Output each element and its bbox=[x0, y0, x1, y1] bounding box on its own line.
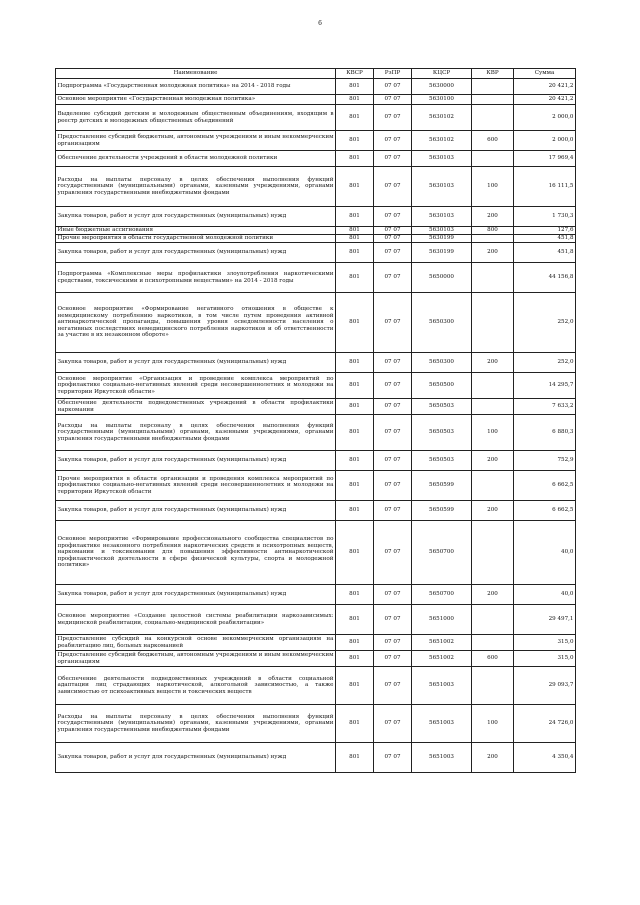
cell-kvsr: 801 bbox=[336, 235, 374, 243]
cell-sum: 6 662,5 bbox=[514, 501, 576, 521]
cell-sum: 17 969,4 bbox=[514, 151, 576, 167]
table-header-row bbox=[56, 69, 576, 79]
cell-sum: 24 726,0 bbox=[514, 705, 576, 743]
cell-kcsr: 5630103 bbox=[412, 167, 472, 207]
cell-kvsr: 801 bbox=[336, 167, 374, 207]
cell-sum: 315,0 bbox=[514, 635, 576, 651]
column-header-kvr: КВР bbox=[472, 69, 514, 79]
cell-kvr: 100 bbox=[472, 415, 514, 451]
cell-kcsr: 5630103 bbox=[412, 151, 472, 167]
cell-sum: 451,8 bbox=[514, 235, 576, 243]
cell-kcsr: 5650300 bbox=[412, 293, 472, 353]
cell-name: Расходы на выплаты персоналу в целях обеспечения выполнения функций государственными (муниципальными) органами, казенными учреждениями, органами управления государственными внебюджетными фондами bbox=[56, 415, 336, 451]
table-row bbox=[56, 207, 576, 227]
cell-kcsr: 5651003 bbox=[412, 667, 472, 705]
cell-kcsr: 5651003 bbox=[412, 743, 472, 773]
cell-rzpr: 07 07 bbox=[374, 471, 412, 501]
cell-sum: 40,0 bbox=[514, 585, 576, 605]
cell-name: Закупка товаров, работ и услуг для государственных (муниципальных) нужд bbox=[56, 501, 336, 521]
cell-name: Основное мероприятие «Формирование профессионального сообщества специалистов по профилактике незаконного потребления наркотических средств и психотропных веществ, наркомании и токсикомании для повышения эффективности антинаркотической профилактической деятельности в сфере физической культуры, спорта и молодежной политики» bbox=[56, 521, 336, 585]
cell-sum: 752,9 bbox=[514, 451, 576, 471]
cell-kcsr: 5650599 bbox=[412, 471, 472, 501]
cell-sum: 1 730,3 bbox=[514, 207, 576, 227]
cell-kvr: 200 bbox=[472, 243, 514, 263]
table-row bbox=[56, 667, 576, 705]
table-row bbox=[56, 263, 576, 293]
cell-kvsr: 801 bbox=[336, 95, 374, 105]
cell-sum: 29 093,7 bbox=[514, 667, 576, 705]
cell-name: Расходы на выплаты персоналу в целях обеспечения выполнения функций государственными (муниципальными) органами, казенными учреждениями, органами управления государственными внебюджетными фондами bbox=[56, 167, 336, 207]
cell-kvr bbox=[472, 521, 514, 585]
cell-sum: 4 350,4 bbox=[514, 743, 576, 773]
cell-kcsr: 5650500 bbox=[412, 373, 472, 399]
cell-sum: 2 000,0 bbox=[514, 131, 576, 151]
cell-kcsr: 5650300 bbox=[412, 353, 472, 373]
table-row bbox=[56, 471, 576, 501]
cell-name: Прочие мероприятия в области организации и проведения комплекса мероприятий по профилактике социально-негативных явлений среди несовершеннолетних и молодежи на территории Иркутской области bbox=[56, 471, 336, 501]
cell-kcsr: 5650503 bbox=[412, 415, 472, 451]
cell-kvr: 100 bbox=[472, 167, 514, 207]
table-row bbox=[56, 167, 576, 207]
cell-kvr: 200 bbox=[472, 585, 514, 605]
cell-name: Закупка товаров, работ и услуг для государственных (муниципальных) нужд bbox=[56, 743, 336, 773]
cell-kvr: 800 bbox=[472, 227, 514, 235]
cell-kvr bbox=[472, 79, 514, 95]
cell-name: Подпрограмма «Комплексные меры профилактики злоупотребления наркотическими средствами, токсическими и психотропными веществами» на 2014 - 2018 годы bbox=[56, 263, 336, 293]
cell-kcsr: 5630103 bbox=[412, 227, 472, 235]
cell-rzpr: 07 07 bbox=[374, 605, 412, 635]
cell-kvr: 200 bbox=[472, 501, 514, 521]
cell-kcsr: 5650700 bbox=[412, 585, 472, 605]
cell-kvsr: 801 bbox=[336, 501, 374, 521]
cell-kcsr: 5630199 bbox=[412, 235, 472, 243]
cell-name: Основное мероприятие «Создание целостной системы реабилитации наркозависимых: медицинской реабилитации, социально-медицинской реабилитации» bbox=[56, 605, 336, 635]
cell-sum: 16 111,5 bbox=[514, 167, 576, 207]
table-row bbox=[56, 635, 576, 651]
cell-kvr: 200 bbox=[472, 451, 514, 471]
cell-kvsr: 801 bbox=[336, 651, 374, 667]
cell-kvr bbox=[472, 263, 514, 293]
cell-kvsr: 801 bbox=[336, 635, 374, 651]
cell-name: Предоставление субсидий бюджетным, автономным учреждениям и иным некоммерческим организациям bbox=[57, 651, 334, 665]
table-row bbox=[56, 243, 576, 263]
table-row bbox=[56, 373, 576, 399]
table-row bbox=[56, 293, 576, 353]
cell-rzpr: 07 07 bbox=[374, 151, 412, 167]
cell-kvsr: 801 bbox=[336, 521, 374, 585]
cell-rzpr: 07 07 bbox=[374, 293, 412, 353]
cell-kvsr: 801 bbox=[336, 605, 374, 635]
cell-sum: 44 156,8 bbox=[514, 263, 576, 293]
cell-kvsr: 801 bbox=[336, 207, 374, 227]
cell-kvr bbox=[472, 471, 514, 501]
column-header-name: Наименование bbox=[56, 69, 336, 79]
cell-kvr bbox=[472, 667, 514, 705]
cell-kvsr: 801 bbox=[336, 263, 374, 293]
table-row bbox=[56, 353, 576, 373]
cell-kcsr: 5651003 bbox=[412, 705, 472, 743]
table-row bbox=[56, 743, 576, 773]
cell-rzpr: 07 07 bbox=[374, 651, 412, 667]
cell-kvsr: 801 bbox=[336, 451, 374, 471]
table-row bbox=[56, 131, 576, 151]
cell-rzpr: 07 07 bbox=[374, 373, 412, 399]
cell-kvr: 100 bbox=[472, 705, 514, 743]
cell-rzpr: 07 07 bbox=[374, 743, 412, 773]
cell-kvr bbox=[472, 151, 514, 167]
table-row bbox=[56, 605, 576, 635]
cell-sum: 252,0 bbox=[514, 353, 576, 373]
cell-kvsr: 801 bbox=[336, 293, 374, 353]
cell-rzpr: 07 07 bbox=[374, 207, 412, 227]
budget-table bbox=[55, 68, 576, 773]
cell-name: Закупка товаров, работ и услуг для государственных (муниципальных) нужд bbox=[56, 243, 336, 263]
cell-sum: 20 421,2 bbox=[514, 95, 576, 105]
table-row bbox=[56, 585, 576, 605]
cell-kcsr: 5651002 bbox=[412, 651, 472, 667]
cell-kvsr: 801 bbox=[336, 353, 374, 373]
cell-rzpr: 07 07 bbox=[374, 667, 412, 705]
cell-sum: 29 497,1 bbox=[514, 605, 576, 635]
cell-kvsr: 801 bbox=[336, 585, 374, 605]
cell-sum: 6 662,5 bbox=[514, 471, 576, 501]
cell-rzpr: 07 07 bbox=[374, 95, 412, 105]
cell-kvr: 200 bbox=[472, 207, 514, 227]
cell-kcsr: 5630100 bbox=[412, 95, 472, 105]
cell-name: Выделение субсидий детским и молодежным общественным объединениям, входящим в реестр детских и молодежных общественных объединений bbox=[56, 105, 336, 131]
cell-sum: 315,0 bbox=[514, 651, 576, 667]
table-row bbox=[56, 415, 576, 451]
cell-name: Обеспечение деятельности учреждений в области молодежной политики bbox=[56, 151, 336, 167]
cell-kvsr: 801 bbox=[336, 667, 374, 705]
cell-sum: 7 633,2 bbox=[514, 399, 576, 415]
cell-kcsr: 5630199 bbox=[412, 243, 472, 263]
cell-kvsr: 801 bbox=[336, 471, 374, 501]
cell-kvr bbox=[472, 605, 514, 635]
cell-name: Основное мероприятие «Формирование негативного отношения в обществе к немедицинскому потреблению наркотиков, в том числе путем проведения активной антинаркотической пропаганды, повышения уровня осведомленности населения о негативных последствиях немедицинского потребления наркотиков и об ответственности за участие в их незаконном обороте» bbox=[56, 293, 336, 353]
column-header-kcsr: КЦСР bbox=[412, 69, 472, 79]
cell-kvr bbox=[472, 373, 514, 399]
cell-rzpr: 07 07 bbox=[374, 635, 412, 651]
cell-kcsr: 5630102 bbox=[412, 105, 472, 131]
cell-kvsr: 801 bbox=[336, 79, 374, 95]
cell-kvsr: 801 bbox=[336, 243, 374, 263]
cell-sum: 20 421,2 bbox=[514, 79, 576, 95]
column-header-kvsr: КВСР bbox=[336, 69, 374, 79]
table-row bbox=[56, 79, 576, 95]
cell-rzpr: 07 07 bbox=[374, 501, 412, 521]
table-row bbox=[56, 399, 576, 415]
cell-name: Обеспечение деятельности подведомственных учреждений в области социальной адаптации лиц страдающих наркотической, алкогольной зависимостью, а также зависимостью от психоактивных веществ и токсических веществ bbox=[56, 667, 336, 705]
cell-name: Основное мероприятие «Государственная молодежная политика» bbox=[56, 95, 336, 105]
cell-rzpr: 07 07 bbox=[374, 451, 412, 471]
cell-rzpr: 07 07 bbox=[374, 227, 412, 235]
table-row bbox=[56, 501, 576, 521]
cell-kcsr: 5651002 bbox=[412, 635, 472, 651]
cell-kvsr: 801 bbox=[336, 131, 374, 151]
page-number: 6 bbox=[318, 20, 322, 27]
cell-name: Предоставление субсидий бюджетным, автономным учреждениям и иным некоммерческим организациям bbox=[56, 131, 336, 151]
table-row bbox=[56, 105, 576, 131]
cell-rzpr: 07 07 bbox=[374, 521, 412, 585]
cell-name: Прочие мероприятия в области государственной молодежной политики bbox=[56, 235, 336, 243]
cell-kvr bbox=[472, 105, 514, 131]
cell-rzpr: 07 07 bbox=[374, 235, 412, 243]
cell-kvr: 200 bbox=[472, 743, 514, 773]
cell-kvr bbox=[472, 635, 514, 651]
cell-kvr: 600 bbox=[472, 131, 514, 151]
cell-kcsr: 5630102 bbox=[412, 131, 472, 151]
cell-kcsr: 5650700 bbox=[412, 521, 472, 585]
cell-kvsr: 801 bbox=[336, 105, 374, 131]
cell-rzpr: 07 07 bbox=[374, 131, 412, 151]
cell-name: Закупка товаров, работ и услуг для государственных (муниципальных) нужд bbox=[56, 451, 336, 471]
cell-kcsr: 5651000 bbox=[412, 605, 472, 635]
table-row bbox=[56, 451, 576, 471]
cell-kcsr: 5630103 bbox=[412, 207, 472, 227]
table-row bbox=[56, 235, 576, 243]
table-row bbox=[56, 227, 576, 235]
cell-rzpr: 07 07 bbox=[374, 263, 412, 293]
cell-name: Обеспечение деятельности подведомственных учреждений в области профилактики наркомании bbox=[57, 399, 334, 413]
cell-rzpr: 07 07 bbox=[374, 243, 412, 263]
cell-kcsr: 5650503 bbox=[412, 399, 472, 415]
cell-rzpr: 07 07 bbox=[374, 79, 412, 95]
cell-kvsr: 801 bbox=[336, 415, 374, 451]
cell-name: Предоставление субсидий на конкурсной основе некоммерческим организациям на реабилитацию лиц, больных наркоманией bbox=[57, 635, 334, 649]
cell-rzpr: 07 07 bbox=[374, 415, 412, 451]
table-row bbox=[56, 651, 576, 667]
cell-kcsr: 5650503 bbox=[412, 451, 472, 471]
cell-rzpr: 07 07 bbox=[374, 585, 412, 605]
cell-kvr bbox=[472, 293, 514, 353]
cell-name: Расходы на выплаты персоналу в целях обеспечения выполнения функций государственными (муниципальными) органами, казенными учреждениями, органами управления государственными внебюджетными фондами bbox=[56, 705, 336, 743]
cell-kvsr: 801 bbox=[336, 399, 374, 415]
cell-sum: 252,0 bbox=[514, 293, 576, 353]
cell-sum: 127,6 bbox=[514, 227, 576, 235]
cell-name: Закупка товаров, работ и услуг для государственных (муниципальных) нужд bbox=[56, 585, 336, 605]
cell-name: Основное мероприятие «Организация и проведение комплекса мероприятий по профилактике социально-негативных явлений среди несовершеннолетних и молодежи на территории Иркутской области» bbox=[56, 373, 336, 399]
cell-kvsr: 801 bbox=[336, 705, 374, 743]
cell-kvr bbox=[472, 235, 514, 243]
cell-kvr: 600 bbox=[472, 651, 514, 667]
cell-name: Подпрограмма «Государственная молодежная политика» на 2014 - 2018 годы bbox=[56, 79, 336, 95]
cell-rzpr: 07 07 bbox=[374, 353, 412, 373]
cell-kcsr: 5630000 bbox=[412, 79, 472, 95]
cell-sum: 2 000,0 bbox=[514, 105, 576, 131]
cell-kcsr: 5650599 bbox=[412, 501, 472, 521]
cell-sum: 40,0 bbox=[514, 521, 576, 585]
cell-name: Закупка товаров, работ и услуг для государственных (муниципальных) нужд bbox=[56, 207, 336, 227]
column-header-rzpr: РзПР bbox=[374, 69, 412, 79]
cell-kvsr: 801 bbox=[336, 227, 374, 235]
cell-kvr bbox=[472, 95, 514, 105]
cell-name: Закупка товаров, работ и услуг для государственных (муниципальных) нужд bbox=[56, 353, 336, 373]
cell-kcsr: 5650000 bbox=[412, 263, 472, 293]
cell-sum: 451,8 bbox=[514, 243, 576, 263]
cell-rzpr: 07 07 bbox=[374, 399, 412, 415]
cell-rzpr: 07 07 bbox=[374, 105, 412, 131]
cell-sum: 6 880,3 bbox=[514, 415, 576, 451]
cell-kvsr: 801 bbox=[336, 743, 374, 773]
cell-name: Иные бюджетные ассигнования bbox=[56, 227, 336, 235]
column-header-sum: Сумма bbox=[514, 69, 576, 79]
table-row bbox=[56, 521, 576, 585]
table-row bbox=[56, 705, 576, 743]
cell-kvr bbox=[472, 399, 514, 415]
cell-kvsr: 801 bbox=[336, 373, 374, 399]
cell-rzpr: 07 07 bbox=[374, 705, 412, 743]
cell-kvr: 200 bbox=[472, 353, 514, 373]
cell-sum: 14 295,7 bbox=[514, 373, 576, 399]
table-row bbox=[56, 95, 576, 105]
cell-rzpr: 07 07 bbox=[374, 167, 412, 207]
cell-kvsr: 801 bbox=[336, 151, 374, 167]
table-row bbox=[56, 151, 576, 167]
